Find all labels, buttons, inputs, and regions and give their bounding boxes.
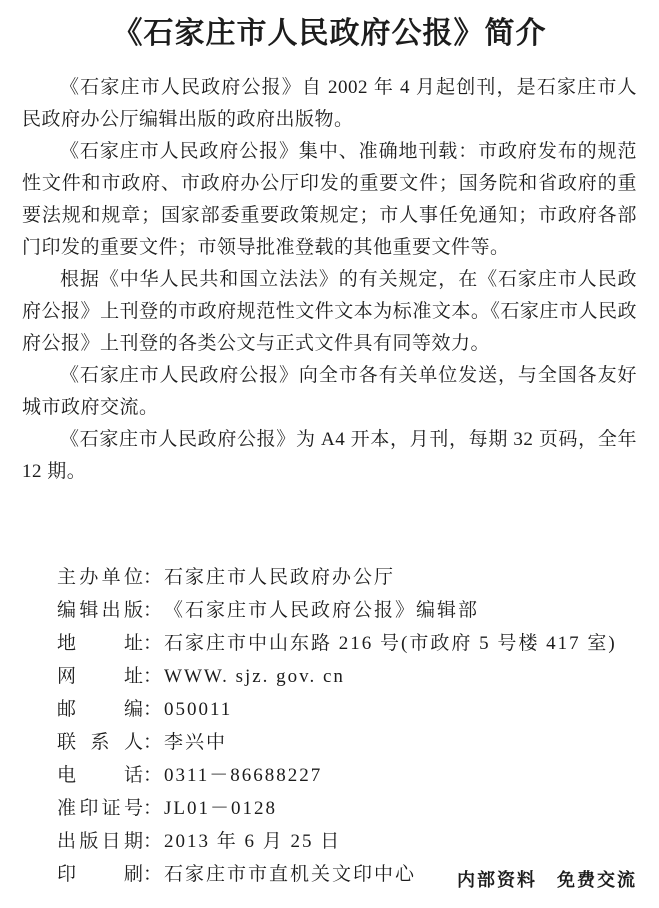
label-colon: ： bbox=[143, 600, 163, 621]
info-row-contact bbox=[57, 726, 637, 759]
info-label: 电 话 bbox=[57, 765, 143, 786]
info-label: 主 办 单 位 bbox=[57, 567, 143, 588]
info-row-postcode bbox=[57, 693, 637, 726]
info-value: 0311－86688227 bbox=[164, 765, 323, 786]
info-row-organizer bbox=[57, 561, 637, 594]
publication-info-list bbox=[57, 561, 637, 891]
paragraph: 《石家庄市人民政府公报》为 A4 开本，月刊，每期 32 页码，全年 12 期。 bbox=[22, 429, 637, 482]
info-row-license bbox=[57, 792, 637, 825]
paragraph: 《石家庄市人民政府公报》向全市各有关单位发送，与全国各友好城市政府交流。 bbox=[22, 365, 637, 418]
info-label: 编 辑 出 版 bbox=[57, 600, 143, 621]
intro-body bbox=[22, 72, 637, 488]
info-value: 石家庄市市直机关文印中心 bbox=[164, 864, 417, 885]
info-row-website bbox=[57, 660, 637, 693]
label-colon: ： bbox=[143, 765, 163, 786]
info-label: 联 系 人 bbox=[57, 732, 143, 753]
info-value: WWW. sjz. gov. cn bbox=[164, 666, 345, 687]
info-label: 印 刷 bbox=[57, 864, 143, 885]
label-colon: ： bbox=[143, 732, 163, 753]
info-value: 石家庄市中山东路 216 号(市政府 5 号楼 417 室) bbox=[164, 633, 617, 654]
label-colon: ： bbox=[143, 633, 163, 654]
label-colon: ： bbox=[143, 666, 163, 687]
info-value: 石家庄市人民政府办公厅 bbox=[164, 567, 396, 588]
info-value: 李兴中 bbox=[164, 732, 228, 753]
label-colon: ： bbox=[143, 831, 163, 852]
info-row-publisher bbox=[57, 594, 637, 627]
label-colon: ： bbox=[143, 699, 163, 720]
info-value: 2013 年 6 月 25 日 bbox=[164, 831, 342, 852]
info-row-pubdate bbox=[57, 825, 637, 858]
info-row-address bbox=[57, 627, 637, 660]
paragraph: 《石家庄市人民政府公报》集中、准确地刊载：市政府发布的规范性文件和市政府、市政府办公厅印发的重要文件；国务院和省政府的重要法规和规章；国家部委重要政策规定；市人事任免通知；市政府各部门印发的重要文件；市领导批准登载的其他重要文件等。 bbox=[22, 141, 637, 258]
label-colon: ： bbox=[143, 864, 163, 885]
info-label: 地 址 bbox=[57, 633, 143, 654]
page-title: 《石家庄市人民政府公报》简介 bbox=[112, 17, 547, 50]
info-label: 出 版 日 期 bbox=[57, 831, 143, 852]
info-label: 网 址 bbox=[57, 666, 143, 687]
paragraph: 根据《中华人民共和国立法法》的有关规定，在《石家庄市人民政府公报》上刊登的市政府规范性文件文本为标准文本。《石家庄市人民政府公报》上刊登的各类公文与正式文件具有同等效力。 bbox=[22, 269, 637, 354]
info-value: 050011 bbox=[164, 699, 233, 720]
info-row-phone bbox=[57, 759, 637, 792]
info-label: 邮 编 bbox=[57, 699, 143, 720]
paragraph: 《石家庄市人民政府公报》自 2002 年 4 月起创刊，是石家庄市人民政府办公厅编辑出版的政府出版物。 bbox=[22, 77, 637, 130]
free-exchange-label: 免费交流 bbox=[557, 870, 637, 890]
internal-material-label: 内部资料 bbox=[457, 870, 537, 890]
label-colon: ： bbox=[143, 798, 163, 819]
label-colon: ： bbox=[143, 567, 163, 588]
info-label: 准 印 证 号 bbox=[57, 798, 143, 819]
footer-note bbox=[457, 866, 637, 892]
info-value: JL01－0128 bbox=[164, 798, 278, 819]
info-value: 《石家庄市人民政府公报》编辑部 bbox=[164, 600, 480, 621]
